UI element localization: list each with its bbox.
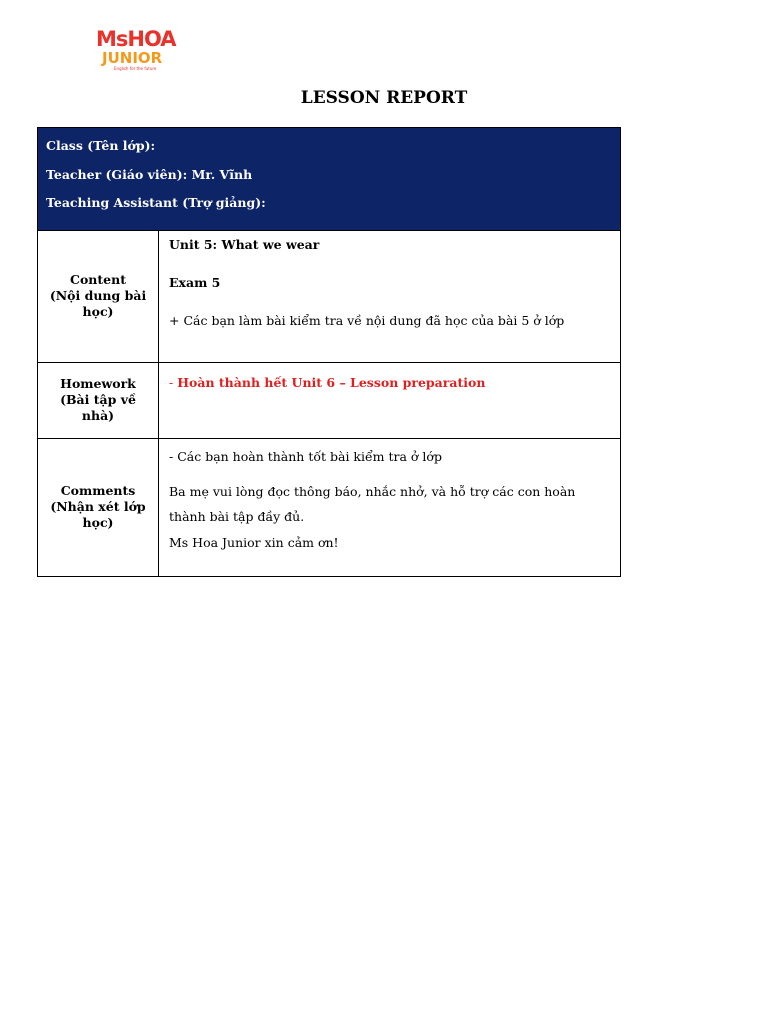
homework-detail-cell	[159, 362, 621, 438]
header-row	[38, 128, 621, 231]
unit-title: Unit 5: What we wear	[169, 236, 320, 252]
content-label-line2: (Nội dung bài	[49, 288, 147, 303]
class-info-cell	[38, 128, 621, 231]
logo-line2: JUNIOR	[102, 49, 163, 67]
homework-label-line1: Homework	[60, 376, 136, 391]
class-label: Class (Tên lớp):	[46, 138, 156, 153]
homework-task: Hoàn thành hết Unit 6 – Lesson preparation	[177, 374, 486, 390]
comments-label-line3: học)	[82, 515, 114, 530]
page-title: LESSON REPORT	[300, 88, 468, 108]
homework-label-line2: (Bài tập về nhà)	[60, 392, 136, 423]
teaching-assistant-label: Teaching Assistant (Trợ giảng):	[46, 195, 266, 210]
comments-row	[38, 438, 621, 576]
content-row	[38, 230, 621, 362]
teacher-label: Teacher (Giáo viên): Mr. Vĩnh	[46, 166, 253, 182]
comment-line1: - Các bạn hoàn thành tốt bài kiểm tra ở lớp	[169, 448, 442, 464]
content-label-cell	[38, 230, 159, 362]
comment-line3: Ms Hoa Junior xin cảm ơn!	[169, 534, 339, 550]
lesson-report-table	[37, 127, 621, 577]
content-detail: + Các bạn làm bài kiểm tra về nội dung đã học của bài 5 ở lớp	[169, 312, 565, 328]
content-detail-cell	[159, 230, 621, 362]
comments-label-cell	[38, 438, 159, 576]
comments-label-line2: (Nhận xét lớp	[50, 499, 146, 514]
homework-row	[38, 362, 621, 438]
exam-title: Exam 5	[169, 274, 221, 290]
comments-label-line1: Comments	[60, 483, 136, 498]
homework-prefix: -	[169, 374, 178, 390]
content-label-line3: học)	[82, 304, 114, 319]
logo-tagline: English for the future	[114, 66, 157, 71]
content-label-line1: Content	[70, 272, 126, 287]
homework-label-cell	[38, 362, 159, 438]
logo-line1: MsHOA	[96, 27, 176, 51]
comment-line2: Ba mẹ vui lòng đọc thông báo, nhắc nhở, và hỗ trợ các con hoàn thành bài tập đầy đủ.	[169, 483, 576, 524]
brand-logo	[96, 28, 196, 74]
comments-detail-cell	[159, 438, 621, 576]
